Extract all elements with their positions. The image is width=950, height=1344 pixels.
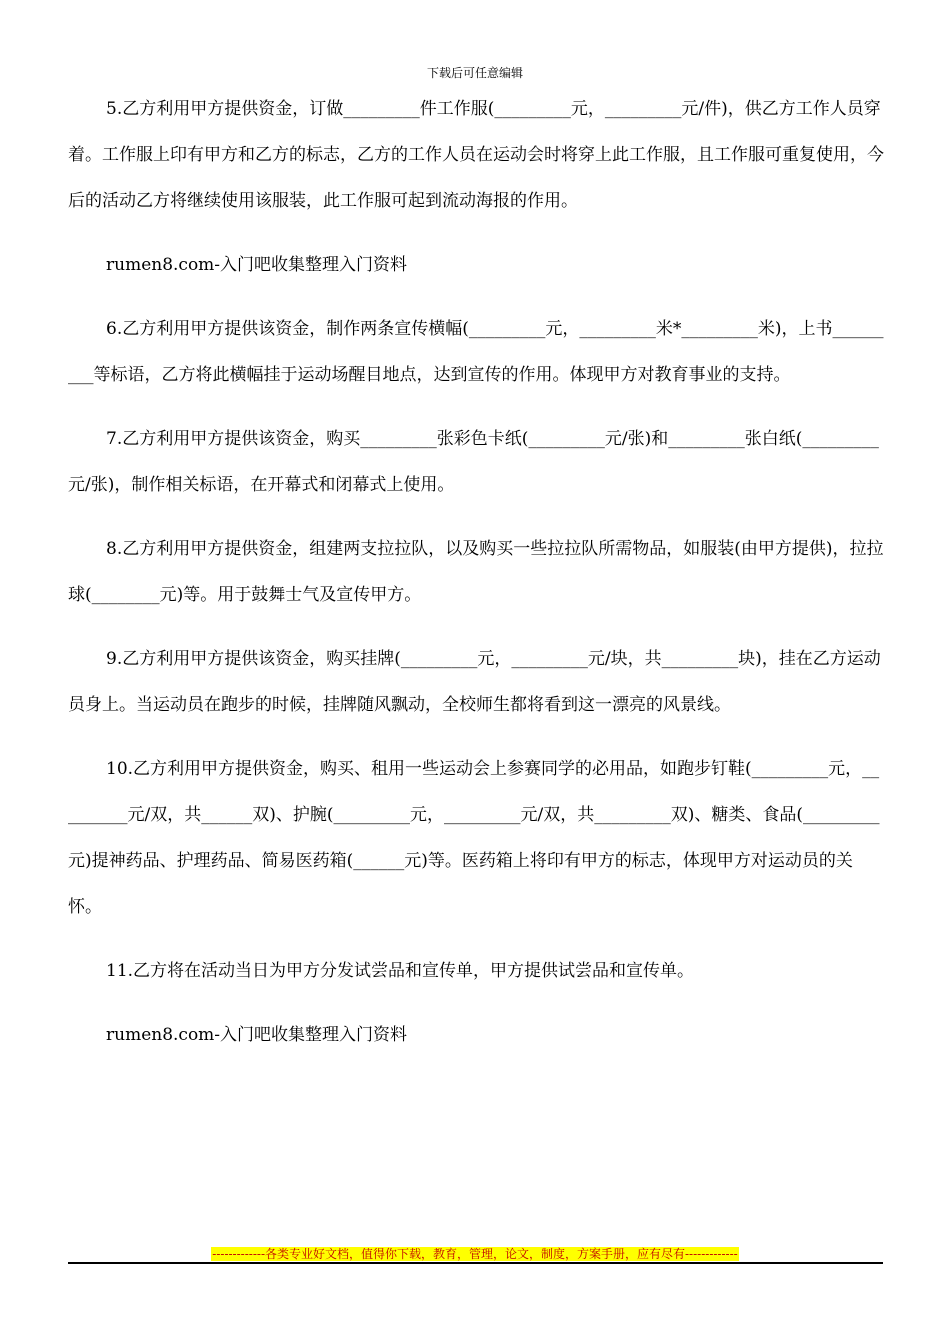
footer-banner bbox=[0, 1243, 950, 1262]
clause-7: 7.乙方利用甲方提供该资金，购买_________张彩色卡纸(_________元/张)和_________张白纸(_________元/张)，制作相关标语，在开幕式和闭幕式上使用。 bbox=[68, 429, 879, 495]
clause-8: 8.乙方利用甲方提供资金，组建两支拉拉队，以及购买一些拉拉队所需物品，如服装(由甲方提供)，拉拉球(________元)等。用于鼓舞士气及宣传甲方。 bbox=[68, 539, 884, 605]
footer-banner-text: -------------各类专业好文档，值得你下载，教育，管理，论文，制度，方案手册，应有尽有------------- bbox=[212, 1247, 738, 1261]
footer-divider bbox=[68, 1262, 883, 1264]
clause-6: 6.乙方利用甲方提供该资金，制作两条宣传横幅(_________元，_________米*_________米)，上书_________等标语，乙方将此横幅挂于运动场醒目地点，达到宣传的作用。体现甲方对教育事业的支持。 bbox=[68, 319, 884, 385]
clause-9: 9.乙方利用甲方提供该资金，购买挂牌(_________元，_________元/块，共_________块)，挂在乙方运动员身上。当运动员在跑步的时候，挂牌随风飘动，全校师生都将看到这一漂亮的风景线。 bbox=[68, 649, 881, 715]
header-note: 下载后可任意编辑 bbox=[426, 66, 523, 80]
document-body bbox=[68, 86, 886, 1076]
clause-5: 5.乙方利用甲方提供资金，订做_________件工作服(_________元，_________元/件)，供乙方工作人员穿着。工作服上印有甲方和乙方的标志，乙方的工作人员在运动会时将穿上此工作服，且工作服可重复使用，今后的活动乙方将继续使用该服装，此工作服可起到流动海报的作用。 bbox=[68, 99, 884, 211]
source-note: rumen8.com-入门吧收集整理入门资料 bbox=[106, 1025, 408, 1045]
clause-11: 11.乙方将在活动当日为甲方分发试尝品和宣传单，甲方提供试尝品和宣传单。 bbox=[106, 961, 695, 981]
clause-10: 10.乙方利用甲方提供资金，购买、租用一些运动会上参赛同学的必用品，如跑步钉鞋(_________元，_________元/双，共______双)、护腕(_________元，_________元/双，共_________双)、糖类、食品(_________元)提神药品、护理药品、简易医药箱(______元)等。医药箱上将印有甲方的标志，体现甲方对运动员的关怀。 bbox=[68, 759, 880, 917]
source-note: rumen8.com-入门吧收集整理入门资料 bbox=[106, 255, 408, 275]
